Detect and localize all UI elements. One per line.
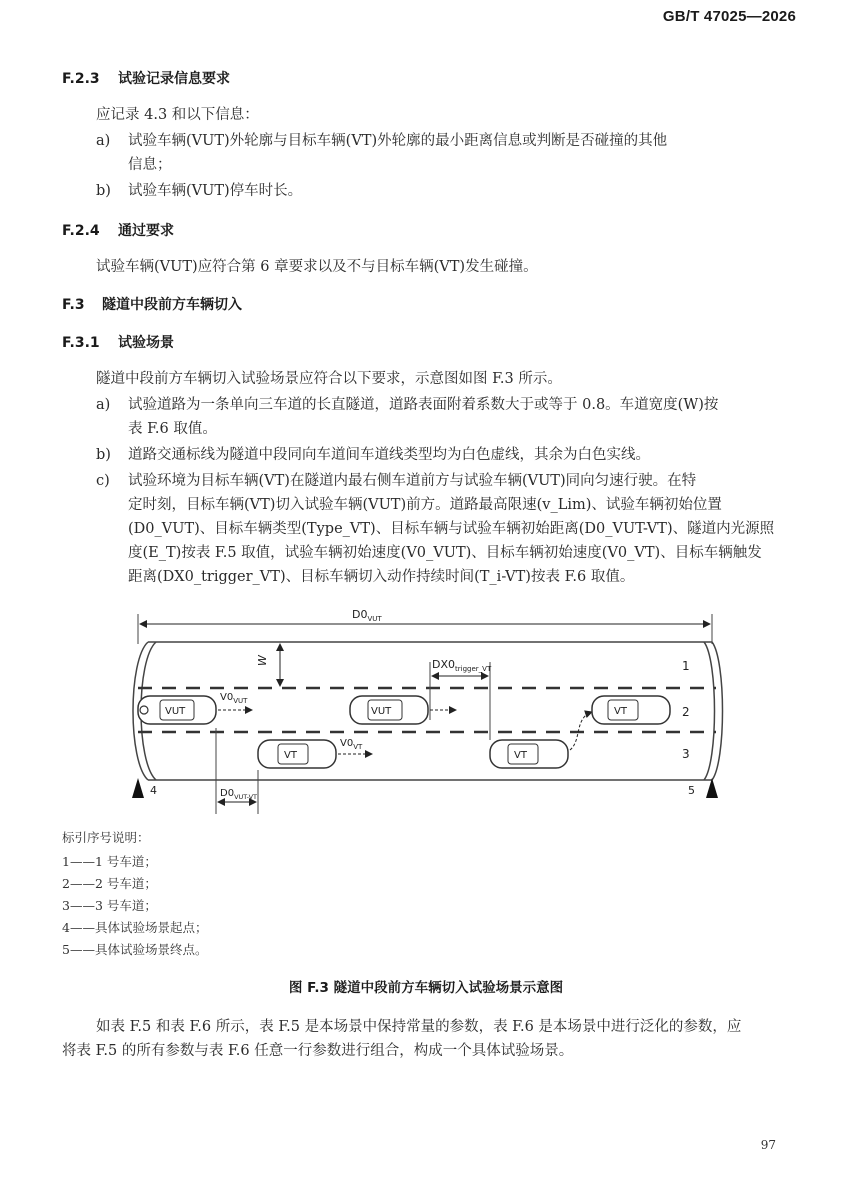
section-number: F.2.4: [62, 223, 100, 239]
svg-text:VT: VT: [614, 706, 627, 717]
tunnel-exit: [712, 642, 723, 780]
end-marker-label: 5: [688, 784, 695, 797]
section-number: F.2.3: [62, 71, 100, 87]
legend-title: 标引序号说明：: [62, 830, 150, 845]
end-marker-triangle: [706, 778, 718, 798]
list-marker: b): [96, 447, 111, 463]
f31-item-a: [96, 394, 718, 416]
standard-code: GB/T 47025—2026: [662, 8, 796, 25]
list-text: 试验车辆(VUT)停车时长。: [128, 183, 303, 199]
section-f24-heading: [62, 220, 174, 240]
dx0-label: $DX0_{trigger\_VT}$: [432, 658, 492, 673]
list-marker: c): [96, 473, 110, 489]
section-number: F.3.1: [62, 335, 100, 351]
section-title: 通过要求: [118, 223, 174, 239]
legend-item: 2——2 号车道；: [62, 876, 157, 891]
start-marker-triangle: [132, 778, 144, 798]
tunnel-exit-inner: [704, 642, 715, 780]
list-marker: b): [96, 183, 111, 199]
list-text: 试验道路为一条单向三车道的长直隧道，道路表面附着系数大于或等于 0.8。车道宽度(W)按: [128, 397, 719, 413]
svg-text:VUT: VUT: [371, 706, 392, 717]
f31-item-c: [96, 470, 696, 492]
vut-car-start: [138, 696, 216, 724]
list-marker: a): [96, 397, 111, 413]
f23-item-b: [96, 180, 302, 202]
vt-car-trigger: [490, 740, 568, 768]
closing-line-2: 将表 F.5 的所有参数与表 F.6 任意一行参数进行组合，构成一个具体试验场景。: [62, 1043, 574, 1059]
vt-car-start: [258, 740, 336, 768]
closing-line-1: 如表 F.5 和表 F.6 所示，表 F.5 是本场景中保持常量的参数，表 F.6 是本场景中进行泛化的参数，应: [96, 1019, 742, 1035]
d0vut-label: $D0_{VUT}$: [352, 608, 382, 623]
f23-intro: 应记录 4.3 和以下信息：: [96, 107, 259, 123]
vut-car-later: [350, 696, 428, 724]
d0vutvt-label: $D0_{VUT-VT}$: [220, 788, 258, 801]
tunnel-scenario-diagram: [0, 600, 852, 830]
vt-car-cutin: [592, 696, 670, 724]
lane-number-2: 2: [682, 705, 690, 719]
f31-item-c-line4: 度(E_T)按表 F.5 取值，试验车辆初始速度(V0_VUT)、目标车辆初始速度(V0_VT)、目标车辆触发: [128, 545, 762, 561]
f24-text: 试验车辆(VUT)应符合第 6 章要求以及不与目标车辆(VT)发生碰撞。: [96, 259, 538, 275]
svg-text:VUT: VUT: [165, 706, 186, 717]
f23-item-a: [96, 130, 667, 152]
section-title: 试验场景: [118, 335, 174, 351]
lane-number-1: 1: [682, 659, 690, 673]
v0vut-label: $V0_{VUT}$: [220, 692, 248, 705]
section-f3-heading: [62, 294, 242, 314]
section-f23-heading: [62, 68, 230, 88]
section-number: F.3: [62, 297, 85, 313]
f31-item-b: [96, 444, 650, 466]
section-title: 隧道中段前方车辆切入: [102, 297, 242, 313]
lane-number-3: 3: [682, 747, 690, 761]
page-number: 97: [760, 1138, 776, 1152]
figure-caption: 图 F.3 隧道中段前方车辆切入试验场景示意图: [288, 980, 564, 996]
f23-item-a-cont: 信息；: [128, 157, 172, 173]
svg-text:VT: VT: [514, 750, 527, 761]
f31-item-c-line2: 定时刻，目标车辆(VT)切入试验车辆(VUT)前方。道路最高限速(v_Lim)、试验车辆初始位置: [128, 497, 722, 513]
w-label: W: [256, 655, 269, 666]
list-text: 道路交通标线为隧道中段同向车道间车道线类型均为白色虚线，其余为白色实线。: [128, 447, 650, 463]
legend-item: 4——具体试验场景起点；: [62, 920, 208, 935]
list-text: 试验环境为目标车辆(VT)在隧道内最右侧车道前方与试验车辆(VUT)同向匀速行驶。在特: [128, 473, 697, 489]
legend-item: 5——具体试验场景终点。: [62, 942, 208, 957]
list-text: 试验车辆(VUT)外轮廓与目标车辆(VT)外轮廓的最小距离信息或判断是否碰撞的其他: [128, 133, 668, 149]
section-title: 试验记录信息要求: [118, 71, 230, 87]
legend-item: 1——1 号车道；: [62, 854, 157, 869]
section-f31-heading: [62, 332, 174, 352]
f31-item-c-line3: (D0_VUT)、目标车辆类型(Type_VT)、目标车辆与试验车辆初始距离(D0_VUT-VT)、隧道内光源照: [128, 521, 775, 537]
f31-intro: 隧道中段前方车辆切入试验场景应符合以下要求，示意图如图 F.3 所示。: [96, 371, 562, 387]
svg-text:VT: VT: [284, 750, 297, 761]
f31-item-a-cont: 表 F.6 取值。: [128, 421, 217, 437]
list-marker: a): [96, 133, 111, 149]
f31-item-c-line5: 距离(DX0_trigger_VT)、目标车辆切入动作持续时间(T_i-VT)按表 F.6 取值。: [128, 569, 635, 585]
v0vt-label: $V0_{VT}$: [340, 738, 363, 751]
legend-item: 3——3 号车道；: [62, 898, 157, 913]
start-marker-label: 4: [150, 784, 157, 797]
